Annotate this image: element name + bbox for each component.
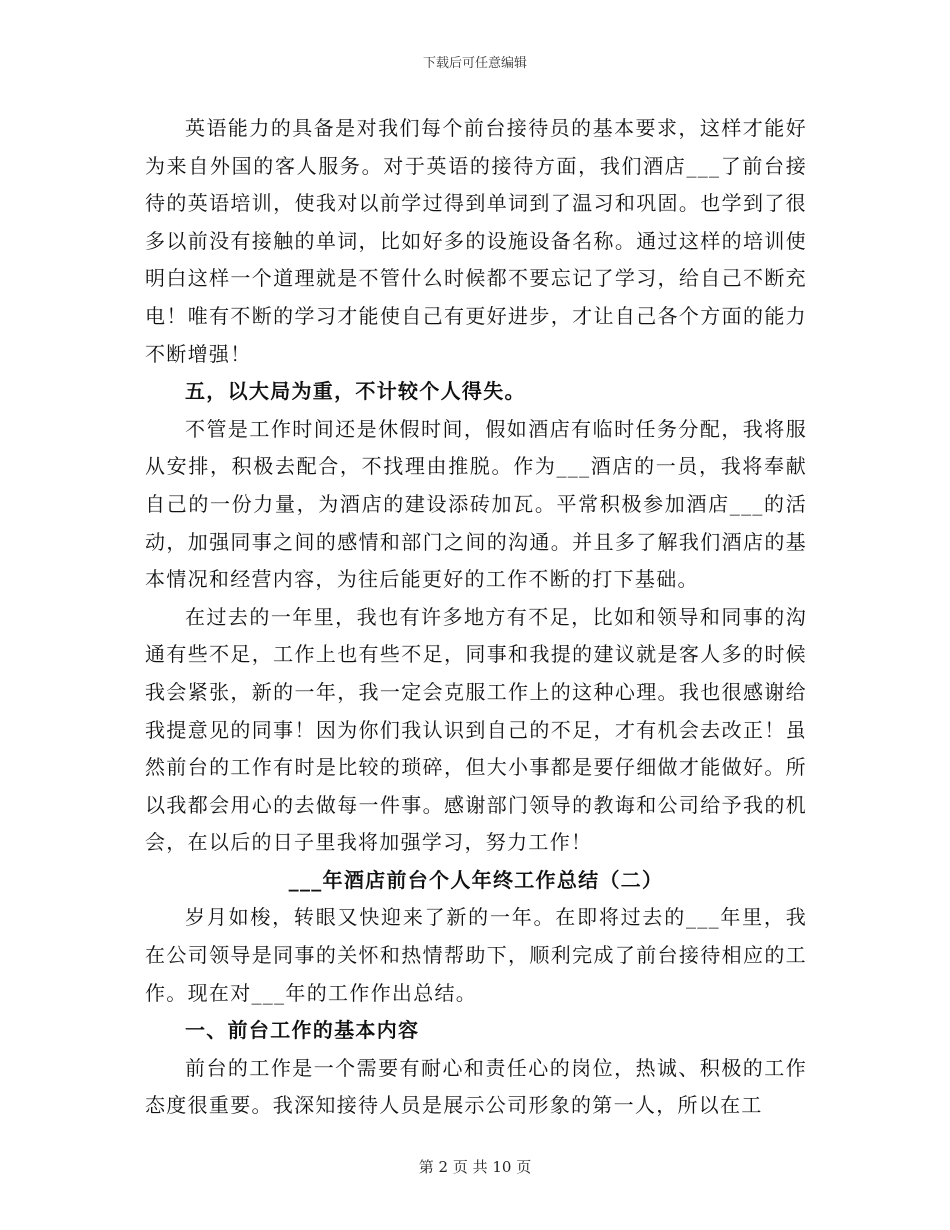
- paragraph-english-ability: 英语能力的具备是对我们每个前台接待员的基本要求，这样才能好为来自外国的客人服务。对于英语的接待方面，我们酒店___了前台接待的英语培训，使我对以前学过得到单词到了温习和巩固。也学到了很多以前没有接触的单词，比如好多的设施设备名称。通过这样的培训使明白这样一个道理就是不管什么时候都不要忘记了学习，给自己不断充电！唯有不断的学习才能使自己有更好进步，才让自己各个方面的能力不断增强！: [145, 116, 807, 366]
- paragraph-intro-summary: 岁月如梭，转眼又快迎来了新的一年。在即将过去的___年里，我在公司领导是同事的关怀和热情帮助下，顺利完成了前台接待相应的工作。现在对___年的工作作出总结。: [145, 905, 807, 1005]
- page-number: 第 2 页 共 10 页: [418, 1158, 532, 1176]
- document-body: [145, 110, 807, 1125]
- section-heading-five: 五，以大局为重，不计较个人得失。: [185, 379, 526, 404]
- paragraph-front-desk-work: 前台的工作是一个需要有耐心和责任心的岗位，热诚、积极的工作态度很重要。我深知接待人员是展示公司形象的第一人，所以在工: [145, 1055, 807, 1118]
- page-header-note: 下载后可任意编辑: [422, 56, 527, 71]
- paragraph-shortcomings: 在过去的一年里，我也有许多地方有不足，比如和领导和同事的沟通有些不足，工作上也有些不足，同事和我提的建议就是客人多的时候我会紧张，新的一年，我一定会克服工作上的这种心理。我也很感谢给我提意见的同事！因为你们我认识到自己的不足，才有机会去改正！虽然前台的工作有时是比较的琐碎，但大小事都是要仔细做才能做好。所以我都会用心的去做每一件事。感谢部门领导的教诲和公司给予我的机会，在以后的日子里我将加强学习，努力工作！: [145, 604, 807, 855]
- document-title-part-two: ___年酒店前台个人年终工作总结（二）: [288, 867, 664, 892]
- section-heading-one: 一、前台工作的基本内容: [185, 1018, 420, 1043]
- paragraph-teamwork: 不管是工作时间还是休假时间，假如酒店有临时任务分配，我将服从安排，积极去配合，不找理由推脱。作为___酒店的一员，我将奉献自己的一份力量，为酒店的建设添砖加瓦。平常积极参加酒店___的活动，加强同事之间的感情和部门之间的沟通。并且多了解我们酒店的基本情况和经营内容，为往后能更好的工作不断的打下基础。: [145, 416, 807, 592]
